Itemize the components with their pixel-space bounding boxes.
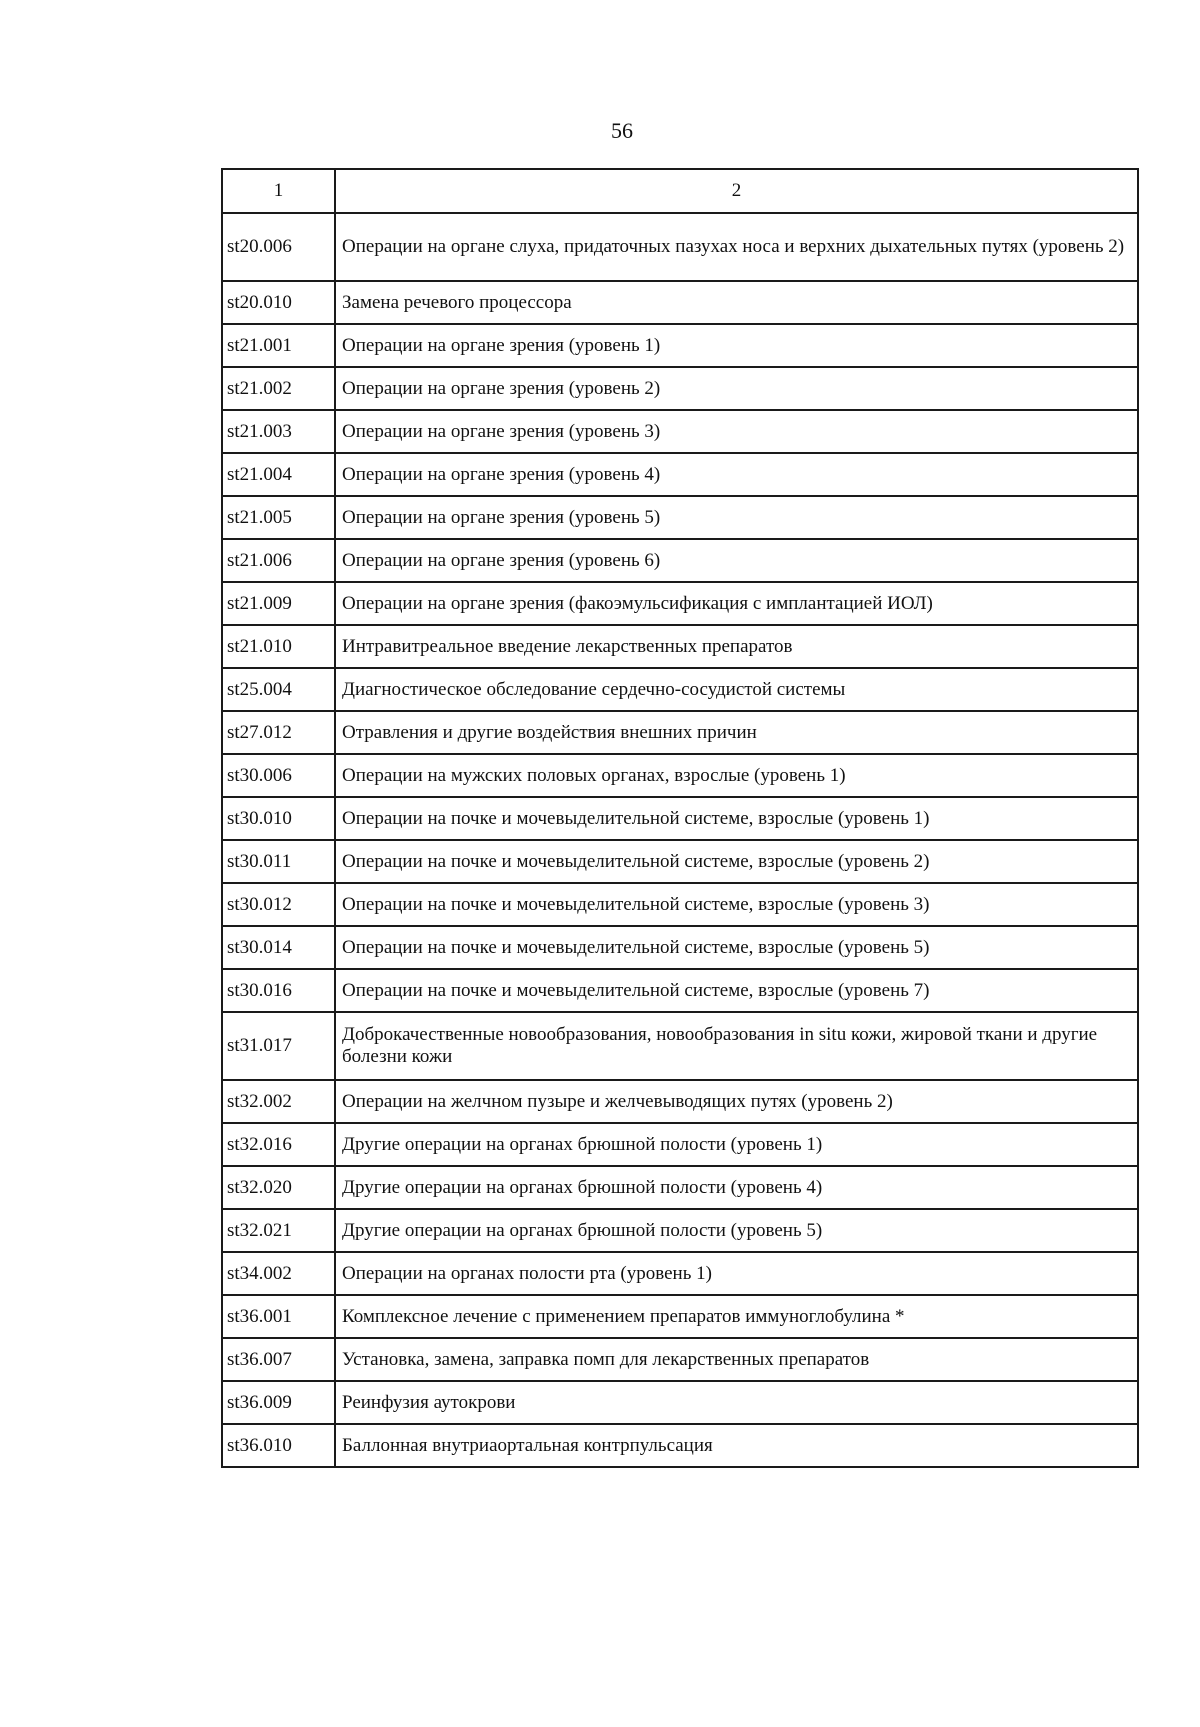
row-code: st32.021: [222, 1209, 335, 1252]
row-name: Замена речевого процессора: [335, 281, 1138, 324]
table-row: [222, 1338, 1138, 1381]
row-code: st30.006: [222, 754, 335, 797]
row-code: st20.006: [222, 213, 335, 281]
row-code: st21.006: [222, 539, 335, 582]
table-row: [222, 324, 1138, 367]
row-code: st30.012: [222, 883, 335, 926]
column-header-2: 2: [335, 169, 1138, 213]
row-name: Операции на почке и мочевыделительной системе, взрослые (уровень 2): [335, 840, 1138, 883]
table-row: [222, 625, 1138, 668]
row-code: st36.009: [222, 1381, 335, 1424]
table-row: [222, 410, 1138, 453]
row-code: st36.001: [222, 1295, 335, 1338]
row-code: st21.005: [222, 496, 335, 539]
row-code: st21.004: [222, 453, 335, 496]
row-code: st21.002: [222, 367, 335, 410]
table-row: [222, 582, 1138, 625]
row-name: Диагностическое обследование сердечно-сосудистой системы: [335, 668, 1138, 711]
row-name: Операции на почке и мочевыделительной системе, взрослые (уровень 7): [335, 969, 1138, 1012]
row-name: Другие операции на органах брюшной полости (уровень 4): [335, 1166, 1138, 1209]
row-code: st30.016: [222, 969, 335, 1012]
row-name: Операции на почке и мочевыделительной системе, взрослые (уровень 3): [335, 883, 1138, 926]
row-name: Отравления и другие воздействия внешних причин: [335, 711, 1138, 754]
table-row: [222, 1381, 1138, 1424]
table-row: [222, 1209, 1138, 1252]
table-row: [222, 1424, 1138, 1467]
table-row: [222, 754, 1138, 797]
row-name: Операции на органе зрения (уровень 1): [335, 324, 1138, 367]
row-name: Операции на мужских половых органах, взрослые (уровень 1): [335, 754, 1138, 797]
table-row: [222, 711, 1138, 754]
row-name: Операции на почке и мочевыделительной системе, взрослые (уровень 5): [335, 926, 1138, 969]
table-row: [222, 1252, 1138, 1295]
table-row: [222, 453, 1138, 496]
row-code: st36.007: [222, 1338, 335, 1381]
row-code: st21.001: [222, 324, 335, 367]
row-code: st30.011: [222, 840, 335, 883]
row-code: st34.002: [222, 1252, 335, 1295]
table-row: [222, 1080, 1138, 1123]
row-code: st21.003: [222, 410, 335, 453]
table-row: [222, 281, 1138, 324]
row-name: Баллонная внутриаортальная контрпульсация: [335, 1424, 1138, 1467]
table-row: [222, 367, 1138, 410]
row-code: st21.009: [222, 582, 335, 625]
row-code: st32.020: [222, 1166, 335, 1209]
table-row: [222, 1012, 1138, 1080]
row-code: st30.010: [222, 797, 335, 840]
table-row: [222, 213, 1138, 281]
table-row: [222, 926, 1138, 969]
table-row: [222, 668, 1138, 711]
row-name: Операции на органе зрения (уровень 5): [335, 496, 1138, 539]
row-name: Комплексное лечение с применением препаратов иммуноглобулина *: [335, 1295, 1138, 1338]
row-name: Операции на органе зрения (уровень 4): [335, 453, 1138, 496]
row-code: st31.017: [222, 1012, 335, 1080]
table-row: [222, 840, 1138, 883]
row-code: st20.010: [222, 281, 335, 324]
page-number-text: 56: [611, 118, 633, 143]
table-row: [222, 969, 1138, 1012]
row-name: Установка, замена, заправка помп для лекарственных препаратов: [335, 1338, 1138, 1381]
table-row: [222, 883, 1138, 926]
table-row: [222, 1295, 1138, 1338]
row-code: st25.004: [222, 668, 335, 711]
page-number: [0, 118, 1200, 144]
row-code: st27.012: [222, 711, 335, 754]
column-header-1: 1: [222, 169, 335, 213]
table-row: [222, 1123, 1138, 1166]
row-name: Другие операции на органах брюшной полости (уровень 1): [335, 1123, 1138, 1166]
row-name: Операции на органе зрения (уровень 2): [335, 367, 1138, 410]
row-name: Интравитреальное введение лекарственных препаратов: [335, 625, 1138, 668]
row-name: Операции на органах полости рта (уровень 1): [335, 1252, 1138, 1295]
row-code: st30.014: [222, 926, 335, 969]
row-name: Операции на органе слуха, придаточных пазухах носа и верхних дыхательных путях (уровень 2): [335, 213, 1138, 281]
table-row: [222, 496, 1138, 539]
row-code: st36.010: [222, 1424, 335, 1467]
table-header-row: [222, 169, 1138, 213]
row-code: st32.002: [222, 1080, 335, 1123]
row-name: Операции на органе зрения (уровень 3): [335, 410, 1138, 453]
table-row: [222, 797, 1138, 840]
row-code: st21.010: [222, 625, 335, 668]
row-name: Реинфузия аутокрови: [335, 1381, 1138, 1424]
table-row: [222, 1166, 1138, 1209]
row-name: Операции на органе зрения (уровень 6): [335, 539, 1138, 582]
procedures-table: [221, 168, 1139, 1468]
table-row: [222, 539, 1138, 582]
row-name: Операции на почке и мочевыделительной системе, взрослые (уровень 1): [335, 797, 1138, 840]
row-name: Операции на органе зрения (факоэмульсификация с имплантацией ИОЛ): [335, 582, 1138, 625]
row-name: Операции на желчном пузыре и желчевыводящих путях (уровень 2): [335, 1080, 1138, 1123]
row-name: Другие операции на органах брюшной полости (уровень 5): [335, 1209, 1138, 1252]
row-name: Доброкачественные новообразования, новообразования in situ кожи, жировой ткани и другие болезни кожи: [335, 1012, 1138, 1080]
row-code: st32.016: [222, 1123, 335, 1166]
